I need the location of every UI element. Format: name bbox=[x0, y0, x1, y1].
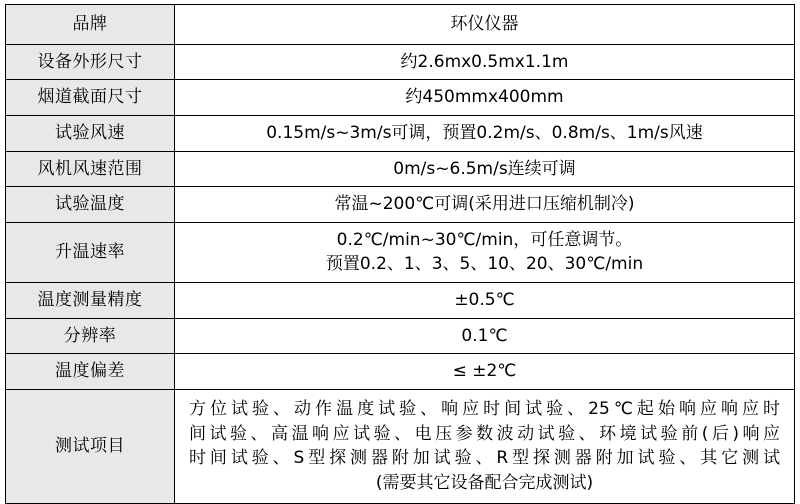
row-value-brand: 环仪仪器 bbox=[175, 5, 795, 45]
row-label-duct-section: 烟道截面尺寸 bbox=[6, 80, 175, 116]
table-row bbox=[6, 5, 795, 45]
table-body bbox=[6, 5, 795, 504]
row-label-brand: 品牌 bbox=[6, 5, 175, 45]
table-row bbox=[6, 80, 795, 116]
row-value-resolution: 0.1℃ bbox=[175, 318, 795, 354]
value-line: 方位试验、动作温度试验、响应时间试验、25℃起始响应响应时 bbox=[189, 399, 780, 420]
value-line: 间试验、高温响应试验、电压参数波动试验、环境试验前(后)响应 bbox=[189, 423, 780, 444]
table-row bbox=[6, 222, 795, 282]
row-value-fan-speed-range: 0m/s~6.5m/s连续可调 bbox=[175, 151, 795, 187]
value-line: 时间试验、S型探测器附加试验、R型探测器附加试验、其它测试 bbox=[189, 448, 780, 469]
value-line: 0.2℃/min~30℃/min，可任意调节。 bbox=[336, 229, 633, 250]
table-row bbox=[6, 354, 795, 390]
row-value-test-items bbox=[175, 390, 795, 504]
row-label-test-items: 测试项目 bbox=[6, 390, 175, 504]
table-row bbox=[6, 318, 795, 354]
value-line: (需要其它设备配合完成测试) bbox=[375, 472, 594, 493]
row-value-duct-section: 约450mmx400mm bbox=[175, 80, 795, 116]
row-label-fan-speed-range: 风机风速范围 bbox=[6, 151, 175, 187]
row-label-heating-rate: 升温速率 bbox=[6, 222, 175, 282]
value-line: 预置0.2、1、3、5、10、20、30℃/min bbox=[325, 254, 644, 275]
row-value-dimensions: 约2.6mx0.5mx1.1m bbox=[175, 44, 795, 80]
table-row bbox=[6, 44, 795, 80]
row-value-temp-deviation: ≤ ±2℃ bbox=[175, 354, 795, 390]
value-lines bbox=[183, 395, 786, 498]
table-row bbox=[6, 187, 795, 223]
row-value-test-temperature: 常温~200℃可调(采用进口压缩机制冷) bbox=[175, 187, 795, 223]
table-row bbox=[6, 151, 795, 187]
row-label-test-temperature: 试验温度 bbox=[6, 187, 175, 223]
row-value-test-wind-speed: 0.15m/s~3m/s可调，预置0.2m/s、0.8m/s、1m/s风速 bbox=[175, 115, 795, 151]
row-label-test-wind-speed: 试验风速 bbox=[6, 115, 175, 151]
row-label-temp-deviation: 温度偏差 bbox=[6, 354, 175, 390]
table-row bbox=[6, 283, 795, 319]
row-value-temp-accuracy: ±0.5℃ bbox=[175, 283, 795, 319]
table-row bbox=[6, 115, 795, 151]
row-label-resolution: 分辨率 bbox=[6, 318, 175, 354]
value-lines bbox=[183, 228, 786, 277]
specification-table bbox=[5, 4, 795, 504]
row-label-dimensions: 设备外形尺寸 bbox=[6, 44, 175, 80]
row-label-temp-accuracy: 温度测量精度 bbox=[6, 283, 175, 319]
row-value-heating-rate bbox=[175, 222, 795, 282]
table-row bbox=[6, 390, 795, 504]
